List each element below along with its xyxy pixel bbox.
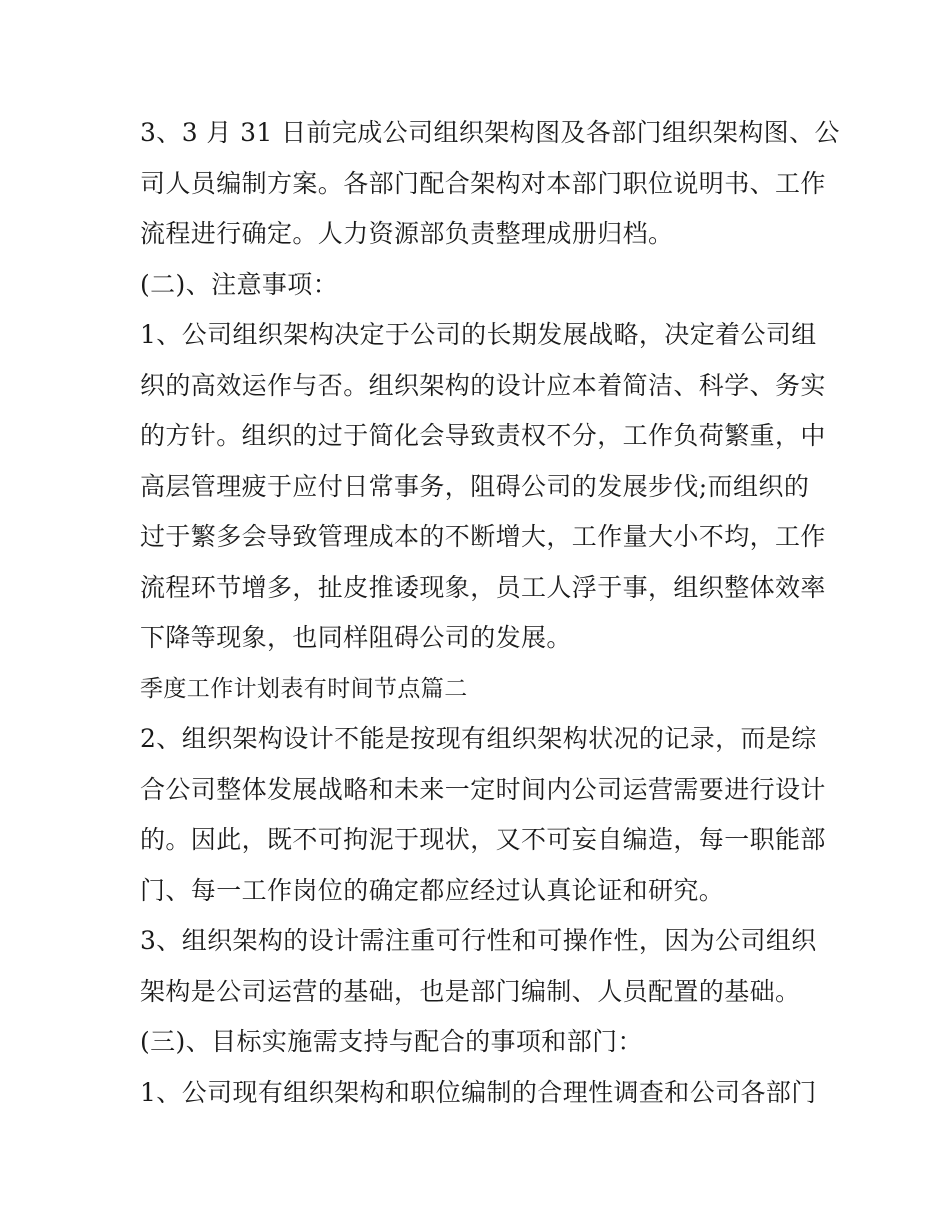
text-line: 流程环节增多，扯皮推诿现象，员工人浮于事，组织整体效率 [140,572,826,602]
text-line: 过于繁多会导致管理成本的不断增大，工作量大小不均，工作 [140,522,826,551]
text-line: 门、每一工作岗位的确定都应经过认真论证和研究。 [140,875,725,905]
article-subtitle [140,664,820,715]
text-line: 2、组织架构设计不能是按现有组织架构状况的记录，而是综 [140,724,817,753]
text-line: 3、3 月 31 日前完成公司组织架构图及各部门组织架构图、公 [140,118,840,147]
text-line: 流程进行确定。人力资源部负责整理成册归档。 [140,219,674,248]
paragraph-note-3 [140,916,820,1017]
text-line: (二)、注意事项： [140,269,339,299]
text-line: 1、公司现有组织架构和职位编制的合理性调查和公司各部门 [140,1077,817,1107]
text-line: 高层管理疲于应付日常事务，阻碍公司的发展步伐;而组织的 [140,471,810,501]
paragraph-support-1 [140,1068,820,1119]
paragraph-deadline-item-3 [140,108,840,260]
text-line: 的方针。组织的过于简化会导致责权不分，工作负荷繁重，中 [140,421,826,450]
text-line: 3、组织架构的设计需注重可行性和可操作性，因为公司组织 [140,926,817,955]
text-line: 司人员编制方案。各部门配合架构对本部门职位说明书、工作 [140,168,826,198]
section-heading-support [140,1017,820,1068]
text-line: 季度工作计划表有时间节点篇二 [140,675,468,702]
paragraph-note-1 [140,310,826,664]
text-line: 织的高效运作与否。组织架构的设计应本着简洁、科学、务实 [140,370,826,400]
text-line: (三)、目标实施需支持与配合的事项和部门： [140,1027,643,1056]
text-line: 架构是公司运营的基础，也是部门编制、人员配置的基础。 [140,976,801,1006]
text-line: 的。因此，既不可拘泥于现状，又不可妄自编造，每一职能部 [140,825,826,854]
document-body [140,108,840,1118]
text-line: 下降等现象，也同样阻碍公司的发展。 [140,623,572,652]
section-heading-notes [140,260,820,311]
text-line: 1、公司组织架构决定于公司的长期发展战略，决定着公司组 [140,320,817,349]
paragraph-note-2 [140,714,826,916]
text-line: 合公司整体发展战略和未来一定时间内公司运营需要进行设计 [140,774,826,804]
